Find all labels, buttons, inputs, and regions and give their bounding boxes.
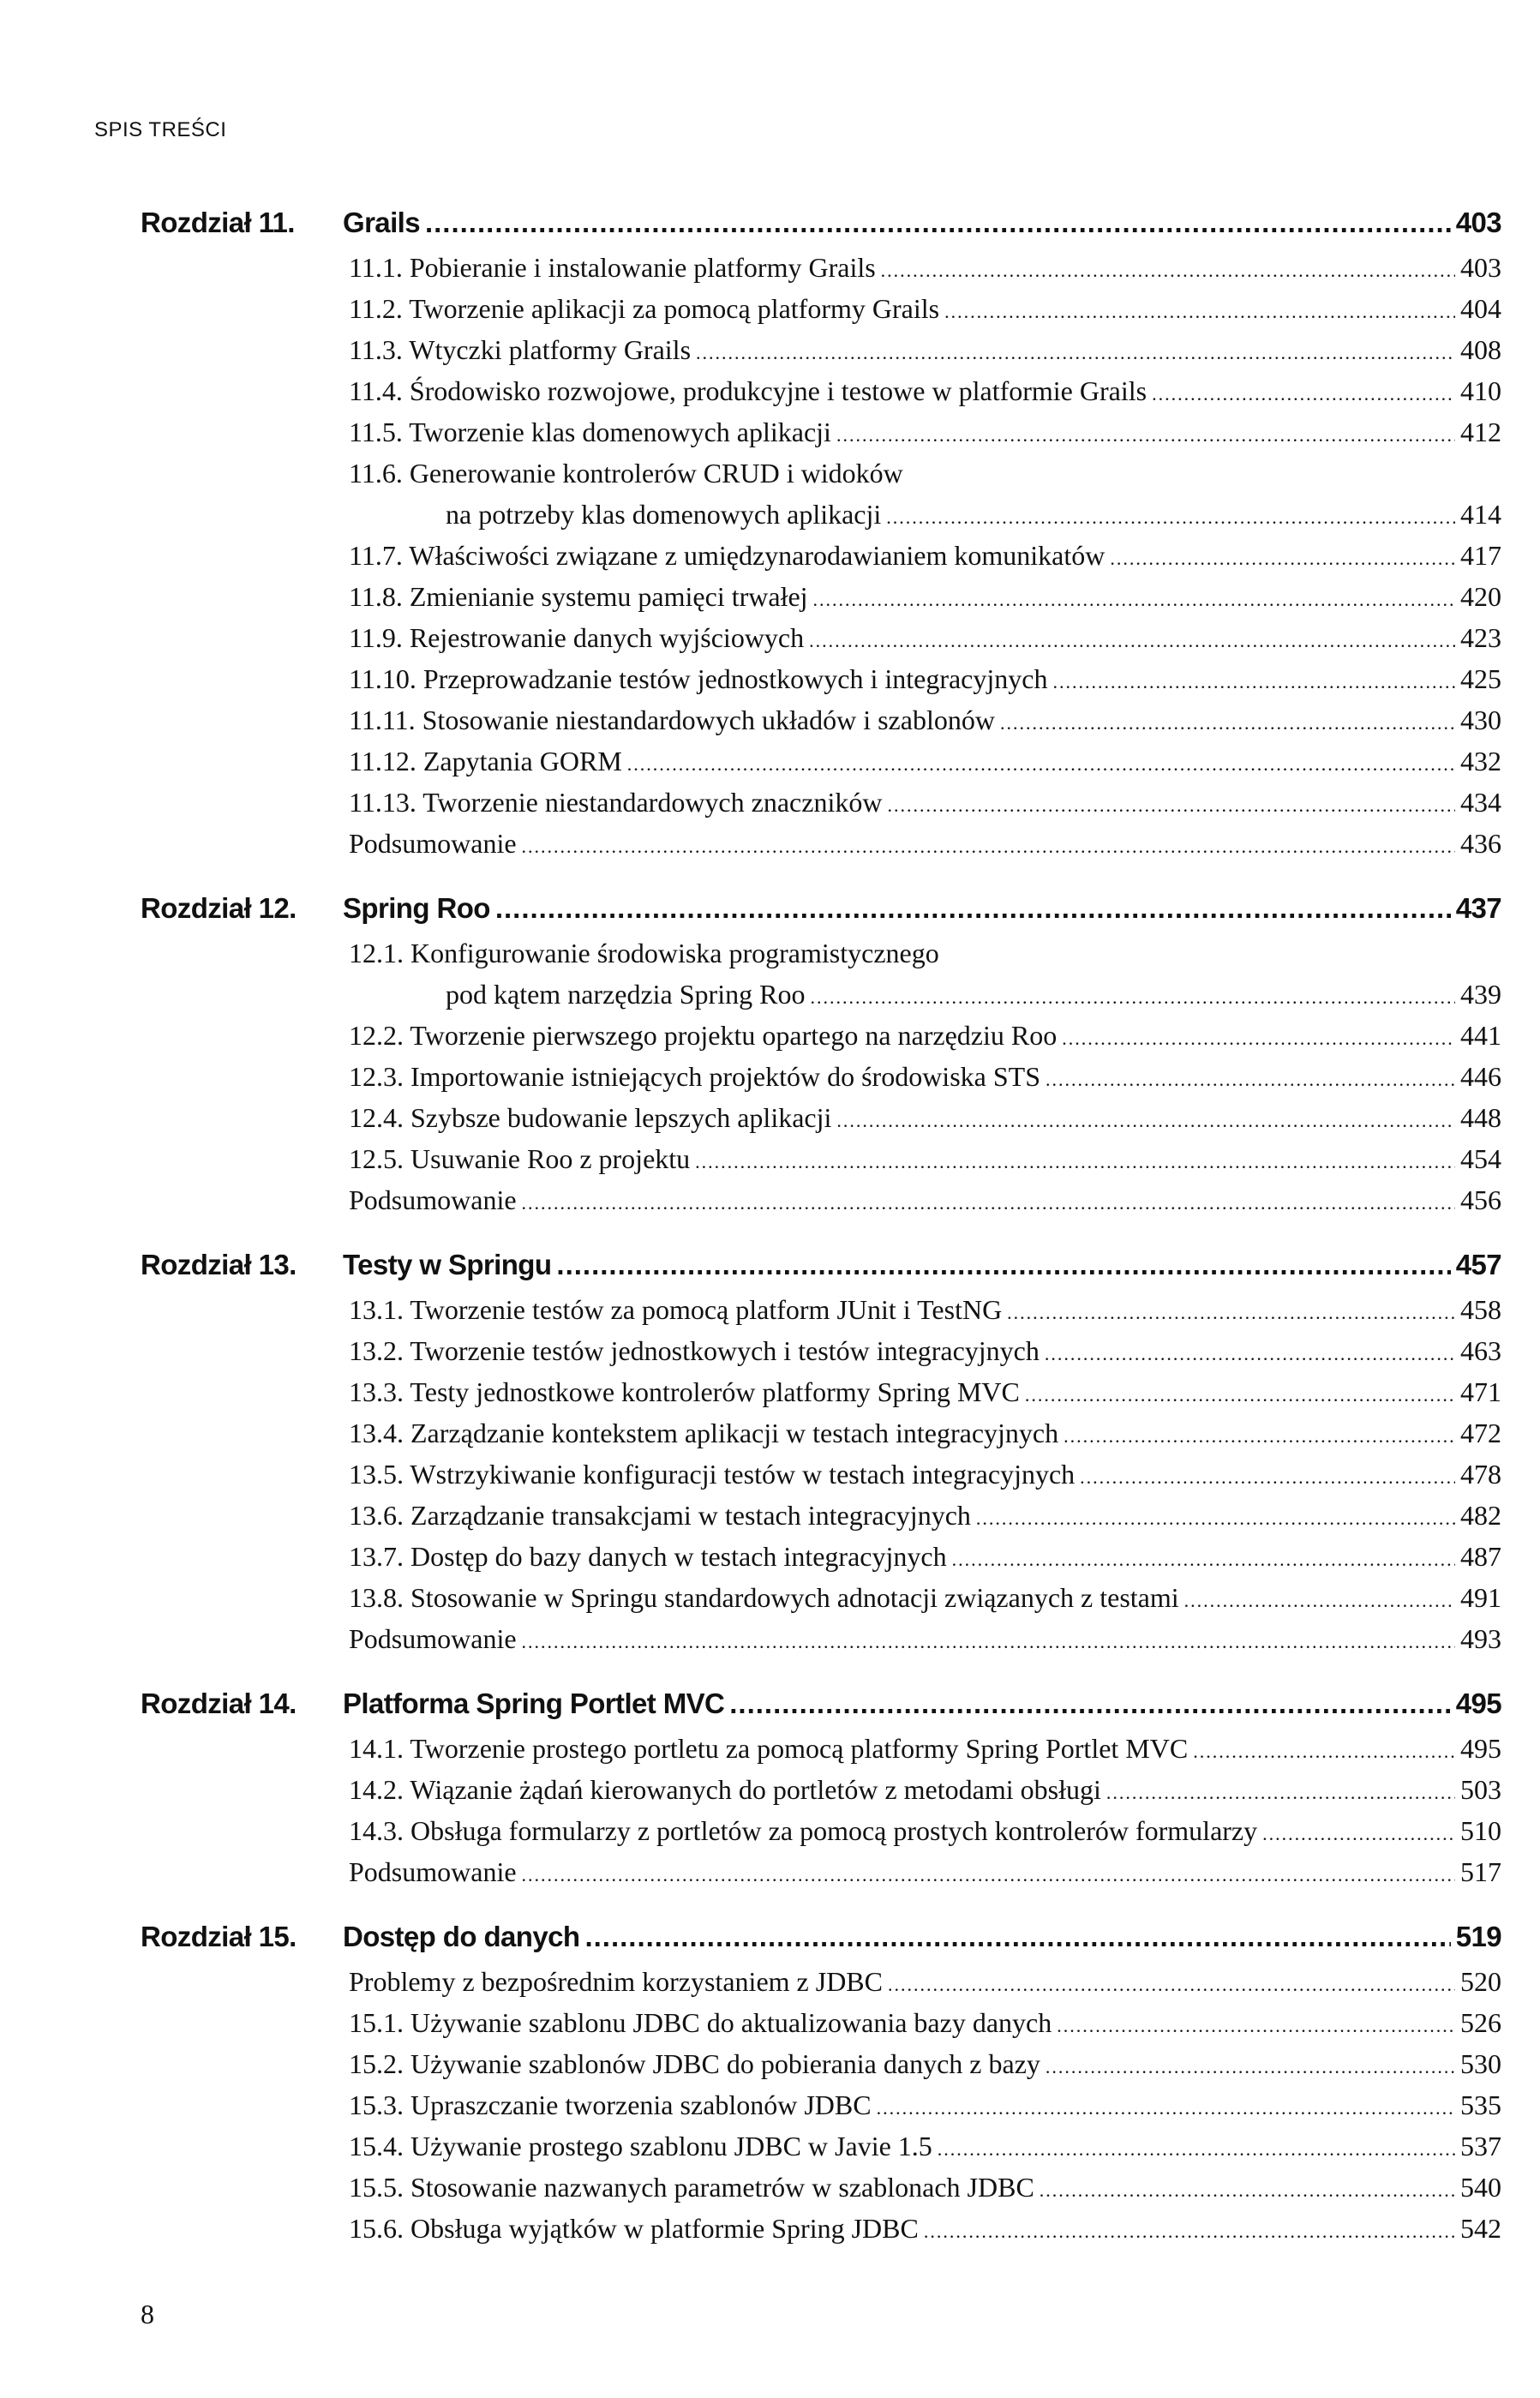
dot-leader bbox=[877, 2088, 1455, 2125]
toc-entry-line bbox=[349, 932, 1501, 974]
chapter-title: Testy w Springu bbox=[343, 1249, 552, 1280]
dot-leader bbox=[1152, 374, 1455, 411]
entry-page: 434 bbox=[1460, 787, 1501, 818]
dot-leader bbox=[696, 333, 1455, 370]
entry-page: 535 bbox=[1460, 2089, 1501, 2120]
entry-title: 13.8. Stosowanie w Springu standardowych adnotacji związanych z testami bbox=[349, 1582, 1179, 1613]
chapter-page: 457 bbox=[1455, 1249, 1501, 1280]
dot-leader bbox=[1106, 1772, 1455, 1810]
toc-entry bbox=[349, 411, 1501, 453]
chapter-heading bbox=[141, 884, 1501, 932]
entry-page: 542 bbox=[1460, 2213, 1501, 2244]
entry-title: 11.9. Rejestrowanie danych wyjściowych bbox=[349, 622, 805, 653]
toc-entry bbox=[349, 1810, 1501, 1851]
dot-leader bbox=[695, 1142, 1455, 1179]
chapter-title: Grails bbox=[343, 207, 420, 238]
dot-leader bbox=[944, 291, 1455, 329]
entry-title: 11.10. Przeprowadzanie testów jednostkowych i integracyjnych bbox=[349, 663, 1048, 694]
toc-entry bbox=[349, 740, 1501, 782]
entry-page: 493 bbox=[1460, 1623, 1501, 1654]
dot-leader bbox=[976, 1498, 1455, 1536]
chapter-page: 437 bbox=[1455, 892, 1501, 924]
dot-leader bbox=[1052, 662, 1455, 699]
dot-leader bbox=[1064, 1416, 1455, 1454]
entry-title: 15.2. Używanie szablonów JDBC do pobierania danych z bazy bbox=[349, 2048, 1040, 2079]
dot-leader bbox=[425, 199, 1451, 247]
entry-page: 495 bbox=[1460, 1733, 1501, 1764]
toc-entry bbox=[349, 1289, 1501, 1330]
toc-entry bbox=[349, 699, 1501, 740]
toc-entry bbox=[349, 1851, 1501, 1892]
page-number: 8 bbox=[141, 2299, 154, 2329]
dot-leader bbox=[1007, 1292, 1455, 1330]
chapter-heading bbox=[141, 1913, 1501, 1961]
entry-page: 423 bbox=[1460, 622, 1501, 653]
chapter-page: 519 bbox=[1455, 1921, 1501, 1952]
toc-entry bbox=[349, 1015, 1501, 1056]
toc-entry bbox=[349, 1961, 1501, 2002]
entry-page: 503 bbox=[1460, 1774, 1501, 1805]
chapter-entries bbox=[349, 247, 1501, 864]
dot-leader bbox=[1057, 2005, 1455, 2043]
toc-entry bbox=[349, 329, 1501, 370]
entry-title-continued: pod kątem narzędzia Spring Roo bbox=[446, 979, 806, 1010]
entry-page: 510 bbox=[1460, 1815, 1501, 1846]
dot-leader bbox=[924, 2211, 1455, 2249]
entry-page: 441 bbox=[1460, 1020, 1501, 1051]
entry-page: 430 bbox=[1460, 704, 1501, 735]
entry-page: 537 bbox=[1460, 2131, 1501, 2161]
entry-page: 491 bbox=[1460, 1582, 1501, 1613]
chapter-title: Dostęp do danych bbox=[343, 1921, 580, 1952]
toc-entry bbox=[349, 974, 1501, 1015]
dot-leader bbox=[1040, 2170, 1455, 2208]
entry-page: 530 bbox=[1460, 2048, 1501, 2079]
chapter-label: Rozdział 14. bbox=[141, 1688, 297, 1719]
entry-page: 472 bbox=[1460, 1418, 1501, 1448]
entry-title: Podsumowanie bbox=[349, 1623, 517, 1654]
entry-title: 11.5. Tworzenie klas domenowych aplikacji bbox=[349, 417, 831, 447]
entry-title: Podsumowanie bbox=[349, 1184, 517, 1215]
chapter-page: 403 bbox=[1455, 207, 1501, 238]
toc-entry bbox=[349, 247, 1501, 288]
toc-entry bbox=[349, 1138, 1501, 1179]
entry-title: 11.3. Wtyczki platformy Grails bbox=[349, 334, 692, 365]
dot-leader bbox=[495, 884, 1451, 932]
toc-entry bbox=[349, 1330, 1501, 1371]
toc-entry bbox=[349, 1412, 1501, 1454]
dot-leader bbox=[522, 1622, 1455, 1659]
entry-title: Podsumowanie bbox=[349, 1856, 517, 1887]
entry-page: 414 bbox=[1460, 499, 1501, 530]
entry-title: 13.7. Dostęp do bazy danych w testach integracyjnych bbox=[349, 1541, 947, 1572]
entry-title: 13.1. Tworzenie testów za pomocą platform JUnit i TestNG bbox=[349, 1294, 1003, 1325]
toc-entry bbox=[349, 2084, 1501, 2125]
entry-page: 540 bbox=[1460, 2172, 1501, 2203]
entry-title: 11.1. Pobieranie i instalowanie platformy Grails bbox=[349, 252, 876, 283]
entry-page: 412 bbox=[1460, 417, 1501, 447]
entry-page: 487 bbox=[1460, 1541, 1501, 1572]
chapter-title: Platforma Spring Portlet MVC bbox=[343, 1688, 725, 1719]
dot-leader bbox=[1000, 703, 1455, 740]
toc-entry bbox=[349, 576, 1501, 617]
toc-entry bbox=[349, 2167, 1501, 2208]
toc-entry bbox=[349, 370, 1501, 411]
entry-page: 420 bbox=[1460, 581, 1501, 612]
toc-entry bbox=[349, 1495, 1501, 1536]
entry-title: 15.4. Używanie prostego szablonu JDBC w Javie 1.5 bbox=[349, 2131, 932, 2161]
dot-leader bbox=[1046, 1059, 1455, 1097]
entry-title: 13.3. Testy jednostkowe kontrolerów platformy Spring MVC bbox=[349, 1376, 1020, 1407]
dot-leader bbox=[836, 1100, 1455, 1138]
entry-page: 520 bbox=[1460, 1966, 1501, 1997]
dot-leader bbox=[556, 1241, 1450, 1289]
entry-page: 439 bbox=[1460, 979, 1501, 1010]
dot-leader bbox=[1062, 1018, 1455, 1056]
dot-leader bbox=[887, 785, 1455, 823]
entry-page: 408 bbox=[1460, 334, 1501, 365]
entry-page: 436 bbox=[1460, 828, 1501, 859]
entry-page: 446 bbox=[1460, 1061, 1501, 1092]
chapter-label: Rozdział 11. bbox=[141, 207, 295, 238]
entry-page: 432 bbox=[1460, 746, 1501, 776]
entry-title: 12.3. Importowanie istniejących projektów do środowiska STS bbox=[349, 1061, 1040, 1092]
dot-leader bbox=[584, 1913, 1450, 1961]
chapter-entries bbox=[349, 1961, 1501, 2249]
dot-leader bbox=[1262, 1813, 1455, 1851]
entry-page: 454 bbox=[1460, 1143, 1501, 1174]
chapter-label: Rozdział 13. bbox=[141, 1249, 297, 1280]
toc-entry bbox=[349, 2043, 1501, 2084]
dot-leader bbox=[1025, 1375, 1455, 1412]
toc-entry bbox=[349, 2125, 1501, 2167]
entry-title: 14.3. Obsługa formularzy z portletów za pomocą prostych kontrolerów formularzy bbox=[349, 1815, 1258, 1846]
entry-title: Problemy z bezpośrednim korzystaniem z JDBC bbox=[349, 1966, 883, 1997]
entry-title-continued: na potrzeby klas domenowych aplikacji bbox=[446, 499, 882, 530]
toc-entry bbox=[349, 1454, 1501, 1495]
entry-title: 14.1. Tworzenie prostego portletu za pomocą platformy Spring Portlet MVC bbox=[349, 1733, 1189, 1764]
entry-page: 526 bbox=[1460, 2007, 1501, 2038]
dot-leader bbox=[886, 497, 1455, 535]
entry-title: 13.6. Zarządzanie transakcjami w testach integracyjnych bbox=[349, 1500, 971, 1531]
entry-page: 456 bbox=[1460, 1184, 1501, 1215]
chapter-heading bbox=[141, 1680, 1501, 1728]
dot-leader bbox=[1046, 2047, 1455, 2084]
toc-entry bbox=[349, 823, 1501, 864]
toc-entry bbox=[349, 494, 1501, 535]
dot-leader bbox=[952, 1539, 1455, 1577]
dot-leader bbox=[809, 620, 1455, 658]
chapter-entries bbox=[349, 1289, 1501, 1659]
entry-title: Podsumowanie bbox=[349, 828, 517, 859]
toc-entry bbox=[349, 288, 1501, 329]
dot-leader bbox=[1045, 1334, 1455, 1371]
dot-leader bbox=[836, 415, 1455, 453]
entry-page: 463 bbox=[1460, 1335, 1501, 1366]
entry-page: 403 bbox=[1460, 252, 1501, 283]
entry-title: 12.5. Usuwanie Roo z projektu bbox=[349, 1143, 691, 1174]
toc-entry bbox=[349, 1577, 1501, 1618]
entry-page: 417 bbox=[1460, 540, 1501, 571]
dot-leader bbox=[813, 579, 1455, 617]
entry-page: 517 bbox=[1460, 1856, 1501, 1887]
entry-page: 482 bbox=[1460, 1500, 1501, 1531]
entry-title: 11.2. Tworzenie aplikacji za pomocą platformy Grails bbox=[349, 293, 940, 324]
dot-leader bbox=[1080, 1457, 1455, 1495]
chapter-label: Rozdział 15. bbox=[141, 1921, 297, 1952]
entry-title: 12.2. Tworzenie pierwszego projektu opartego na narzędziu Roo bbox=[349, 1020, 1058, 1051]
entry-page: 404 bbox=[1460, 293, 1501, 324]
entry-title: 11.11. Stosowanie niestandardowych układów i szablonów bbox=[349, 704, 995, 735]
entry-title: 11.12. Zapytania GORM bbox=[349, 746, 622, 776]
dot-leader bbox=[881, 250, 1455, 288]
dot-leader bbox=[938, 2129, 1455, 2167]
entry-title: 12.1. Konfigurowanie środowiska programistycznego bbox=[349, 938, 939, 968]
toc-entry bbox=[349, 1056, 1501, 1097]
entry-title: 15.6. Obsługa wyjątków w platformie Spring JDBC bbox=[349, 2213, 919, 2244]
toc-entry bbox=[349, 617, 1501, 658]
dot-leader bbox=[888, 1964, 1455, 2002]
chapter-title: Spring Roo bbox=[343, 892, 490, 924]
toc-entry bbox=[349, 1769, 1501, 1810]
toc-entry bbox=[349, 1179, 1501, 1220]
toc-entry-line bbox=[349, 453, 1501, 494]
toc-entry bbox=[349, 782, 1501, 823]
chapter-entries bbox=[349, 932, 1501, 1220]
entry-page: 448 bbox=[1460, 1102, 1501, 1133]
toc-entry bbox=[349, 1728, 1501, 1769]
entry-title: 11.13. Tworzenie niestandardowych znaczników bbox=[349, 787, 883, 818]
chapter-entries bbox=[349, 1728, 1501, 1892]
chapter-page: 495 bbox=[1455, 1688, 1501, 1719]
entry-title: 11.8. Zmienianie systemu pamięci trwałej bbox=[349, 581, 808, 612]
toc-entry bbox=[349, 1618, 1501, 1659]
dot-leader bbox=[810, 977, 1455, 1015]
toc-entry bbox=[349, 1371, 1501, 1412]
dot-leader bbox=[522, 1855, 1455, 1892]
chapter-label: Rozdział 12. bbox=[141, 892, 297, 924]
running-header: SPIS TREŚCI bbox=[94, 118, 227, 141]
entry-title: 13.2. Tworzenie testów jednostkowych i testów integracyjnych bbox=[349, 1335, 1040, 1366]
entry-page: 471 bbox=[1460, 1376, 1501, 1407]
entry-title: 14.2. Wiązanie żądań kierowanych do portletów z metodami obsługi bbox=[349, 1774, 1101, 1805]
entry-title: 11.7. Właściwości związane z umiędzynarodawianiem komunikatów bbox=[349, 540, 1106, 571]
dot-leader bbox=[522, 1183, 1455, 1220]
toc-entry bbox=[349, 1536, 1501, 1577]
entry-title: 15.1. Używanie szablonu JDBC do aktualizowania bazy danych bbox=[349, 2007, 1052, 2038]
toc-entry bbox=[349, 658, 1501, 699]
dot-leader bbox=[1110, 538, 1455, 576]
chapter-heading bbox=[141, 199, 1501, 247]
toc-entry bbox=[349, 1097, 1501, 1138]
entry-page: 410 bbox=[1460, 375, 1501, 406]
entry-page: 478 bbox=[1460, 1459, 1501, 1490]
entry-page: 425 bbox=[1460, 663, 1501, 694]
entry-title: 12.4. Szybsze budowanie lepszych aplikacji bbox=[349, 1102, 832, 1133]
entry-title: 15.5. Stosowanie nazwanych parametrów w szablonach JDBC bbox=[349, 2172, 1034, 2203]
entry-title: 11.6. Generowanie kontrolerów CRUD i widoków bbox=[349, 458, 903, 489]
dot-leader bbox=[729, 1680, 1450, 1728]
entry-page: 458 bbox=[1460, 1294, 1501, 1325]
toc-entry bbox=[349, 2208, 1501, 2249]
entry-title: 13.4. Zarządzanie kontekstem aplikacji w testach integracyjnych bbox=[349, 1418, 1059, 1448]
entry-title: 13.5. Wstrzykiwanie konfiguracji testów w testach integracyjnych bbox=[349, 1459, 1076, 1490]
entry-title: 15.3. Upraszczanie tworzenia szablonów JDBC bbox=[349, 2089, 872, 2120]
entry-title: 11.4. Środowisko rozwojowe, produkcyjne i testowe w platformie Grails bbox=[349, 375, 1148, 406]
toc-entry bbox=[349, 535, 1501, 576]
dot-leader bbox=[1184, 1580, 1455, 1618]
dot-leader bbox=[522, 826, 1455, 864]
dot-leader bbox=[627, 744, 1455, 782]
toc-entry bbox=[349, 2002, 1501, 2043]
dot-leader bbox=[1193, 1731, 1455, 1769]
table-of-contents bbox=[141, 199, 1501, 2249]
chapter-heading bbox=[141, 1241, 1501, 1289]
